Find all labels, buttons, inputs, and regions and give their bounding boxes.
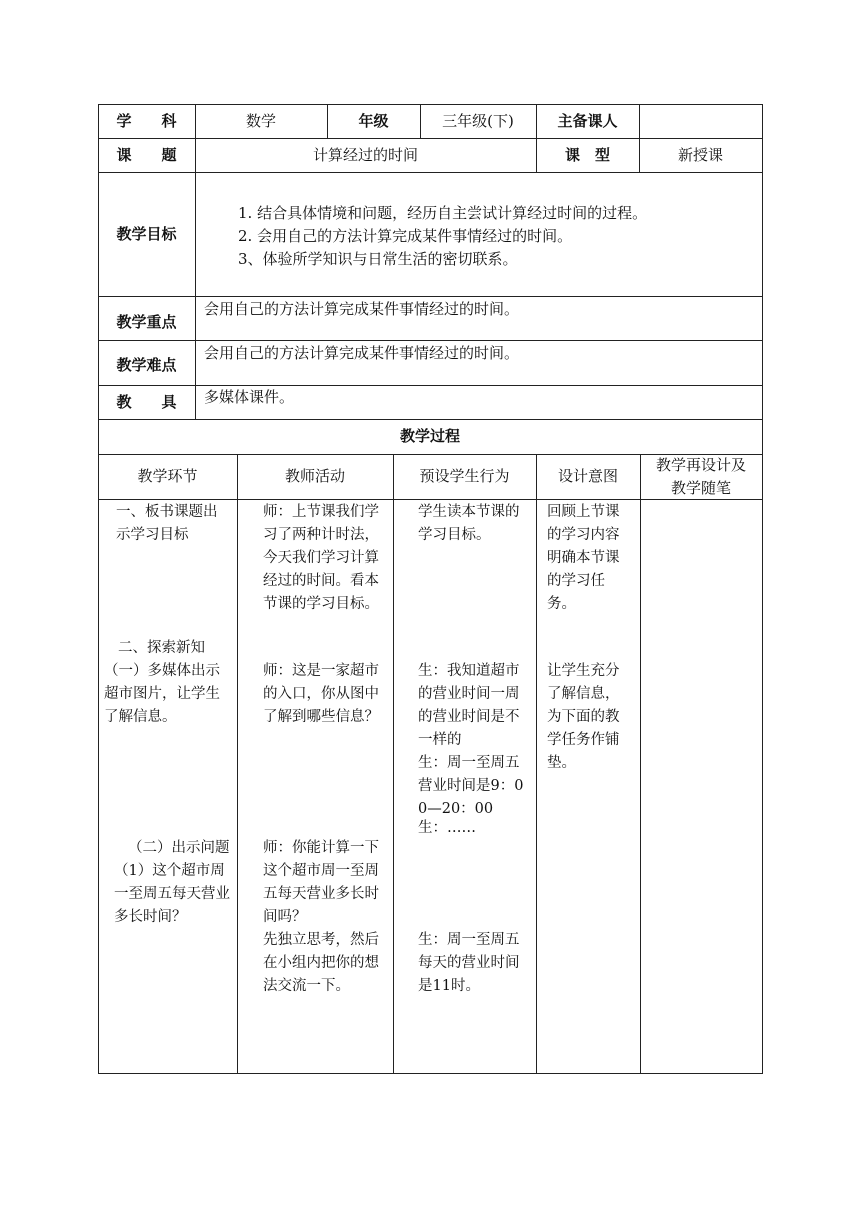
objectives-list: [238, 202, 758, 271]
student-behavior: 生：我知道超市的营业时间一周的营业时间是不一样的: [418, 663, 520, 748]
teacher-value: [639, 104, 762, 138]
teacher-activity: 师：上节课我们学习了两种计时法，今天我们学习计算经过的时间。看本节课的学习目标。: [263, 504, 379, 612]
design-intent: 回顾上节课的学习内容明确本节课的学习任务。: [547, 504, 620, 612]
student-behavior: 生：周一至周五营业时间是9：00—20：00: [418, 755, 524, 817]
grade-label: 年级: [358, 111, 389, 130]
type-label: 课 型: [564, 145, 610, 164]
objective-item: 3、体验所学知识与日常生活的密切联系。: [238, 250, 518, 268]
objectives-label: 教学目标: [116, 224, 177, 243]
lesson-plan-table: [98, 104, 763, 1074]
topic-label: 课 题: [116, 145, 177, 164]
type-value: 新授课: [677, 145, 723, 164]
column-header: 教学环节: [137, 467, 198, 485]
column-header: 教学再设计及教学随笔: [655, 455, 746, 497]
stage-item: 二、探索新知（一）多媒体出示超市图片，让学生了解信息。: [104, 640, 220, 725]
difficulty-label: 教学难点: [116, 356, 177, 374]
stage-item: 一、板书课题出示学习目标: [116, 504, 218, 543]
key-point-label: 教学重点: [116, 312, 177, 331]
tools-label: 教 具: [116, 392, 177, 411]
student-behavior: 生：……: [418, 820, 476, 836]
column-header: 设计意图: [557, 467, 618, 485]
process-title: 教学过程: [399, 427, 460, 445]
grade-value: 三年级(下): [442, 111, 514, 130]
column-header: 预设学生行为: [419, 467, 510, 485]
difficulty-value: 会用自己的方法计算完成某件事情经过的时间。: [204, 344, 520, 362]
teacher-label: 主备课人: [557, 111, 618, 130]
stage-item: （二）出示问题（1）这个超市周一至周五每天营业多长时间？: [114, 840, 230, 925]
tools-value: 多媒体课件。: [204, 388, 295, 406]
student-behavior: 生：周一至周五每天的营业时间是11时。: [418, 932, 520, 994]
column-header: 教师活动: [284, 467, 345, 485]
teacher-activity: 先独立思考，然后在小组内把你的想法交流一下。: [263, 932, 379, 994]
objective-item: 1. 结合具体情境和问题，经历自主尝试计算经过时间的过程。: [238, 204, 648, 222]
subject-label: 学 科: [116, 111, 177, 130]
key-point-value: 会用自己的方法计算完成某件事情经过的时间。: [204, 300, 520, 318]
student-behavior: 学生读本节课的学习目标。: [418, 504, 520, 543]
objective-item: 2. 会用自己的方法计算完成某件事情经过的时间。: [238, 227, 573, 245]
subject-value: 数学: [245, 111, 276, 130]
teacher-activity: 师：这是一家超市的入口，你从图中了解到哪些信息？: [263, 663, 379, 725]
design-intent: 让学生充分了解信息，为下面的教学任务作铺垫。: [547, 663, 620, 771]
topic-value: 计算经过的时间: [312, 145, 418, 164]
teacher-activity: 师：你能计算一下这个超市周一至周五每天营业多长时间吗？: [263, 840, 379, 925]
